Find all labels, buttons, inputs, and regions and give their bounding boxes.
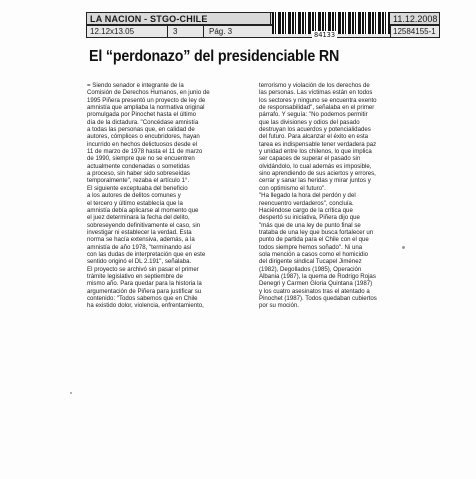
- article-line: cerrar y sanar las heridas y mirar juntos y: [259, 177, 371, 185]
- article-line: "Ha llegado la hora del perdón y del: [259, 192, 356, 200]
- article-line: incurrido en hechos delictuosos desde el: [87, 140, 198, 148]
- article-line: los sectores y ninguno se encuentra exento: [259, 96, 377, 104]
- article-column-left: [87, 82, 255, 310]
- article-column-right: [259, 82, 419, 310]
- article-line: (1982), Degollados (1985), Operación: [259, 265, 362, 273]
- article-line: promulgada por Pinochet hasta el último: [87, 111, 197, 119]
- article-line: sino aprendiendo de sus aciertos y errores,: [259, 170, 376, 178]
- article-line: el tercero y último establecía que la: [87, 199, 183, 207]
- article-line: del dirigente sindical Tucapel Jiménez: [259, 258, 362, 266]
- article-line: amnistía de año 1978, "terminando así: [87, 243, 192, 251]
- header-divider: [390, 26, 391, 37]
- article-line: de 1990, siempre que no se encuentren: [87, 155, 195, 163]
- article-line: sobreseyendo definitivamente el caso, sin: [87, 221, 201, 229]
- header-divider: [203, 26, 204, 37]
- clip-page: Pág. 3: [209, 27, 233, 36]
- article-line: reencuentro verdaderos", concluía.: [259, 199, 354, 207]
- article-line: punto de partida para el Chile con el que: [259, 236, 369, 244]
- article-line: del futuro. Para alcanzar el éxito en esta: [259, 133, 369, 141]
- article-title: El “perdonazo” del presidenciable RN: [89, 48, 340, 65]
- article-line: a los autores de delitos comunes y: [87, 192, 181, 200]
- article-line: Denegri y Carmen Gloria Quintana (1987): [259, 280, 373, 288]
- article-line: sola mención a casos como el homicidio: [259, 250, 369, 258]
- article-line: el juez determinara la fecha del delito,: [87, 214, 190, 222]
- article-line: ser capaces de superar el pasado sin: [259, 155, 361, 163]
- header-divider: [270, 13, 271, 24]
- article-line: sentido originó el DL 2.191", señalaba.: [87, 258, 192, 266]
- article-line: 11 de marzo de 1978 hasta el 11 de marzo: [87, 148, 203, 156]
- article-line: El proyecto se archivó sin pasar el primer: [87, 265, 199, 273]
- article-line: investigar ni establecer la verdad. Esta: [87, 228, 192, 236]
- article-line: ha existido dolor, violencia, enfrentamiento,: [87, 302, 204, 310]
- article-line: olvidándolo, lo cual además es imposible,: [259, 162, 372, 170]
- article-line: mismo año. Para quedar para la historia la: [87, 280, 202, 288]
- clip-count: 3: [173, 27, 178, 36]
- article-line: Albania (1987), la quema de Rodrigo Rojas: [259, 272, 376, 280]
- article-line: de responsabilidad", señalaba en el primer: [259, 104, 375, 112]
- article-line: terrorismo y violación de los derechos de: [259, 82, 370, 89]
- article-line: despertó su iniciativa, Piñera dijo que: [259, 214, 360, 222]
- article-line: amnistía debía aplicarse al momento que: [87, 206, 199, 214]
- header-divider: [167, 26, 168, 37]
- article-line: amnistía que ampliaba la normativa original: [87, 104, 205, 112]
- article-line: El siguiente exceptuaba del beneficio: [87, 184, 188, 192]
- barcode-number: 84133: [314, 31, 336, 39]
- article-line: destruyan los acuerdos y potencialidades: [259, 126, 371, 134]
- article-line: temporalmente", rezaba el artículo 1°.: [87, 177, 190, 185]
- article-line: "más que de una ley de punto final se: [259, 221, 361, 229]
- article-line: con las dudas de interpretación que en este: [87, 250, 206, 258]
- article-line: las personas. Las víctimas están en todos: [259, 89, 373, 97]
- article-line: contenido: "Todos sabemos que en Chile: [87, 294, 198, 302]
- source-name: LA NACION - STGO-CHILE: [90, 14, 208, 24]
- scan-speck: [402, 246, 405, 249]
- article-line: por su moción.: [259, 302, 299, 310]
- article-line: tarea es indispensable tener verdadera paz: [259, 140, 377, 148]
- article-line: trataba de una ley que busca fortalecer un: [259, 228, 374, 236]
- clipping-header: [86, 12, 440, 40]
- article-line: argumentación de Piñera para justificar su: [87, 287, 202, 295]
- article-line: a todas las personas que, en calidad de: [87, 126, 195, 134]
- article-line: autores, cómplices o encubridores, hayan: [87, 133, 200, 141]
- article-line: a proceso, sin haber sido sobreseídas: [87, 170, 190, 178]
- article-line: día de la dictadura. "Concédase amnistía: [87, 118, 199, 126]
- article-line: todos siempre hemos soñado". Ni una: [259, 243, 363, 251]
- article-line: párrafo. Y seguía: "No podemos permitir: [259, 111, 368, 119]
- clip-size: 12.12x13.05: [90, 27, 135, 36]
- article-line: 1995 Piñera presentó un proyecto de ley de: [87, 96, 206, 104]
- article-line: Haciéndose cargo de la crítica que: [259, 206, 353, 214]
- article-line: Pinochet (1987). Todos quedaban cubiertos: [259, 294, 377, 302]
- article-line: actualmente condenadas o sometidas: [87, 162, 190, 170]
- clip-date: 11.12.2008: [393, 14, 438, 24]
- article-line: Comisión de Derechos Humanos, en junio de: [87, 89, 210, 97]
- article-line: y los cuatro asesinatos tras el atentado a: [259, 287, 370, 295]
- article-line: = Siendo senador e integrante de la: [87, 82, 184, 89]
- article-line: y unidad entre los chilenos, lo que implica: [259, 148, 372, 156]
- article-line: que las divisiones y odios del pasado: [259, 118, 360, 126]
- clip-id: 12584155-1: [393, 27, 436, 36]
- article-line: con optimismo el futuro".: [259, 184, 326, 192]
- scan-speck: [70, 392, 72, 394]
- article-line: norma se hacía extensiva, además, a la: [87, 236, 195, 244]
- article-line: trámite legislativo en septiembre de: [87, 272, 183, 280]
